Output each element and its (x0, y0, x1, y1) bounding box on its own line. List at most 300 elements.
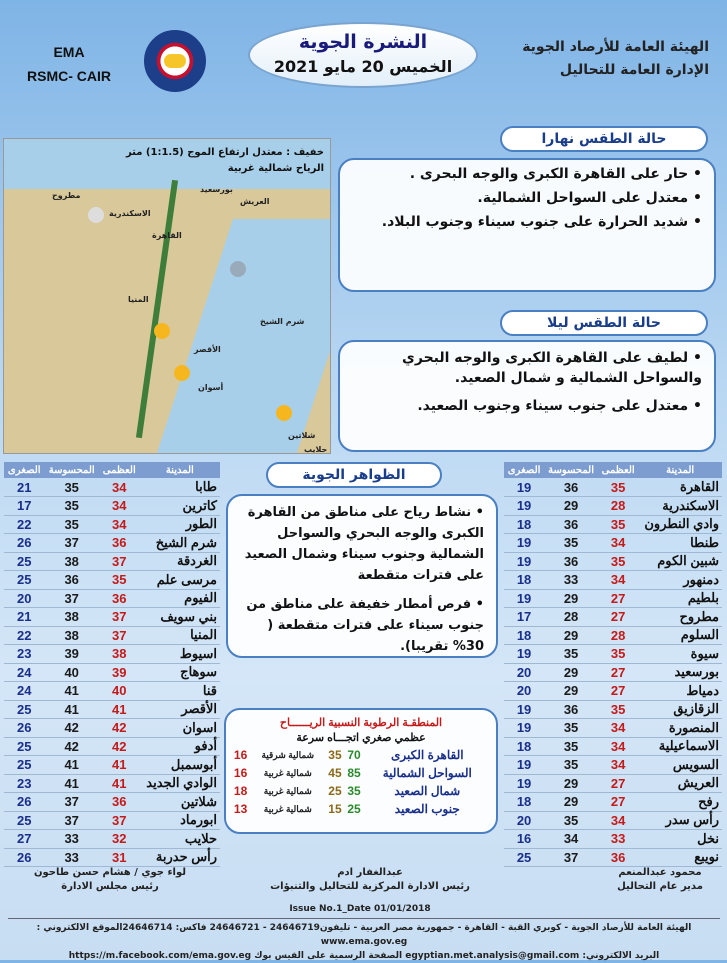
city-cell: العريش (638, 774, 722, 793)
hum-min-cell: 15 (328, 802, 342, 816)
feels-like-cell: 36 (45, 571, 99, 590)
phenomena-header: الظواهر الجوية (266, 462, 442, 488)
max-temp-cell: 34 (598, 756, 638, 775)
min-temp-cell: 19 (504, 700, 544, 719)
min-temp-cell: 19 (504, 719, 544, 738)
table-row (4, 756, 220, 775)
humidity-row (231, 746, 491, 764)
weather-map (3, 138, 331, 454)
feels-like-cell: 40 (45, 663, 99, 682)
table-row (504, 848, 722, 867)
table-row (4, 534, 220, 553)
map-caption (12, 145, 324, 177)
footer-contact (8, 918, 720, 963)
feels-like-cell: 38 (45, 626, 99, 645)
city-cell: القاهرة (638, 478, 722, 497)
max-temp-cell: 39 (99, 663, 140, 682)
city-cell: الاسماعيلية (638, 737, 722, 756)
feels-like-cell: 33 (45, 830, 99, 849)
max-temp-cell: 36 (598, 848, 638, 867)
table-row (504, 571, 722, 590)
table-row (4, 571, 220, 590)
rain-cloud-icon (230, 261, 246, 277)
max-temp-cell: 35 (598, 478, 638, 497)
hum-min-cell: 25 (328, 784, 342, 798)
city-cell: الزقازيق (638, 700, 722, 719)
min-temp-cell: 22 (4, 515, 45, 534)
city-cell: الوادي الجديد (140, 774, 220, 793)
table-row (4, 682, 220, 701)
feels-like-cell: 35 (544, 719, 598, 738)
night-weather-header: حالة الطقس ليلا (500, 310, 708, 336)
max-temp-cell: 34 (598, 737, 638, 756)
max-temp-cell: 27 (598, 663, 638, 682)
feels-like-cell: 29 (544, 497, 598, 516)
humidity-row (231, 800, 491, 818)
date-text: الخميس 20 مايو 2021 (273, 57, 453, 76)
city-cell: رأس سدر (638, 811, 722, 830)
city-cell: طابا (140, 478, 220, 497)
feels-like-cell: 36 (544, 478, 598, 497)
max-temp-cell: 27 (598, 589, 638, 608)
col-feel: المحسوسة (544, 462, 598, 478)
hum-min-cell: 45 (328, 766, 342, 780)
min-temp-cell: 21 (4, 608, 45, 627)
sun-icon (154, 323, 170, 339)
map-city: أسوان (198, 383, 224, 392)
city-cell: السويس (638, 756, 722, 775)
max-temp-cell: 41 (99, 700, 140, 719)
phen-line-2: • فرص أمطار خفيفة على مناطق من جنوب سيناء على فترات متقطعة ( 30% تقريبا). (246, 597, 484, 654)
signature-2-role: رئيس الادارة المركزية للتحاليل والتنبؤات (270, 881, 470, 892)
min-temp-cell: 25 (4, 700, 45, 719)
min-temp-cell: 19 (504, 756, 544, 775)
city-cell: دمنهور (638, 571, 722, 590)
min-temp-cell: 17 (4, 497, 45, 516)
max-temp-cell: 36 (99, 793, 140, 812)
table-row (504, 774, 722, 793)
feels-like-cell: 29 (544, 589, 598, 608)
map-city: الأقصر (194, 345, 221, 354)
table-row (4, 830, 220, 849)
table-row (504, 589, 722, 608)
min-temp-cell: 20 (504, 682, 544, 701)
city-cell: مرسى علم (140, 571, 220, 590)
city-cell: سوهاج (140, 663, 220, 682)
city-cell: شرم الشيخ (140, 534, 220, 553)
min-temp-cell: 18 (504, 571, 544, 590)
city-cell: شبين الكوم (638, 552, 722, 571)
feels-like-cell: 41 (45, 700, 99, 719)
feels-like-cell: 33 (45, 848, 99, 867)
min-temp-cell: 16 (504, 830, 544, 849)
table-row (4, 589, 220, 608)
city-cell: حلايب (140, 830, 220, 849)
ema-label: EMA (53, 44, 85, 60)
min-temp-cell: 19 (504, 497, 544, 516)
city-cell: بلطيم (638, 589, 722, 608)
max-temp-cell: 33 (598, 830, 638, 849)
wind-speed-cell: 16 (233, 748, 248, 762)
max-temp-cell: 42 (99, 737, 140, 756)
feels-like-cell: 35 (45, 478, 99, 497)
hum-max-cell: 25 (347, 802, 361, 816)
feels-like-cell: 35 (544, 737, 598, 756)
max-temp-cell: 27 (598, 793, 638, 812)
min-temp-cell: 25 (4, 811, 45, 830)
city-cell: طنطا (638, 534, 722, 553)
feels-like-cell: 33 (544, 571, 598, 590)
max-temp-cell: 34 (99, 497, 140, 516)
signature-3-name: لواء جوي / هشام حسن طاحون (33, 867, 187, 878)
night-line-1: • لطيف على القاهرة الكبرى والوجه البحري والسواحل الشمالية و شمال الصعيد. (402, 350, 702, 386)
feels-like-cell: 29 (544, 682, 598, 701)
max-temp-cell: 38 (99, 645, 140, 664)
max-temp-cell: 36 (99, 534, 140, 553)
feels-like-cell: 29 (544, 774, 598, 793)
wind-dir-cell: شمالية غربية (263, 785, 312, 796)
city-cell: الاسكندرية (638, 497, 722, 516)
feels-like-cell: 35 (544, 811, 598, 830)
day-weather-box (338, 158, 716, 292)
table-row (504, 830, 722, 849)
max-temp-cell: 37 (99, 811, 140, 830)
ema-header (14, 40, 124, 88)
table-header-row (504, 462, 722, 478)
city-cell: السلوم (638, 626, 722, 645)
table-row (4, 774, 220, 793)
day-line-3: • شديد الحرارة على جنوب سيناء وجنوب البلاد. (381, 214, 702, 230)
table-row (504, 645, 722, 664)
min-temp-cell: 26 (4, 534, 45, 553)
max-temp-cell: 34 (598, 534, 638, 553)
signature-1 (600, 866, 720, 894)
city-cell: ابورماد (140, 811, 220, 830)
map-city: العريش (240, 197, 270, 206)
feels-like-cell: 35 (45, 515, 99, 534)
city-cell: قنا (140, 682, 220, 701)
col-feel: المحسوسة (45, 462, 99, 478)
feels-like-cell: 36 (544, 515, 598, 534)
min-temp-cell: 20 (4, 589, 45, 608)
day-line-2: • معتدل على السواحل الشمالية. (477, 190, 702, 206)
min-temp-cell: 20 (504, 663, 544, 682)
min-temp-cell: 22 (4, 626, 45, 645)
feels-like-cell: 39 (45, 645, 99, 664)
col-city: المدينة (638, 462, 722, 478)
max-temp-cell: 41 (99, 756, 140, 775)
city-cell: كاترين (140, 497, 220, 516)
min-temp-cell: 21 (4, 478, 45, 497)
right-temperature-table (504, 462, 722, 867)
table-row (504, 534, 722, 553)
city-cell: نويبع (638, 848, 722, 867)
city-cell: اسيوط (140, 645, 220, 664)
max-temp-cell: 37 (99, 552, 140, 571)
map-city: المنيا (128, 295, 149, 304)
table-row (504, 552, 722, 571)
wind-speed-cell: 16 (233, 766, 248, 780)
min-temp-cell: 25 (504, 848, 544, 867)
feels-like-cell: 29 (544, 663, 598, 682)
footer-line-2: البريد الالكتروني: egyptian.met.analysis@gmail.com الصفحة الرسمية على الفيس بوك https://m.facebook.com/ema.gov.eg (68, 951, 660, 961)
feels-like-cell: 35 (544, 645, 598, 664)
table-row (4, 848, 220, 867)
feels-like-cell: 38 (45, 608, 99, 627)
table-row (4, 478, 220, 497)
table-header-row (4, 462, 220, 478)
min-temp-cell: 25 (4, 756, 45, 775)
humidity-wind-box (224, 708, 498, 834)
max-temp-cell: 34 (99, 515, 140, 534)
table-row (504, 478, 722, 497)
max-temp-cell: 42 (99, 719, 140, 738)
table-row (4, 608, 220, 627)
feels-like-cell: 42 (45, 719, 99, 738)
nile-river (136, 180, 178, 438)
red-sea (155, 219, 331, 454)
col-max: العظمى (598, 462, 638, 478)
city-cell: أبوسمبل (140, 756, 220, 775)
min-temp-cell: 26 (4, 848, 45, 867)
ema-logo-icon (144, 30, 206, 92)
map-caption-2: الرياح شمالية غربية (227, 163, 324, 174)
min-temp-cell: 25 (4, 571, 45, 590)
humidity-subtitle: عظمي صغري اتجـــاه سرعة (296, 732, 426, 744)
sun-icon (276, 405, 292, 421)
city-cell: الأقصر (140, 700, 220, 719)
city-cell: رفح (638, 793, 722, 812)
feels-like-cell: 29 (544, 793, 598, 812)
max-temp-cell: 34 (598, 719, 638, 738)
phen-line-1: • نشاط رياح على مناطق من القاهرة الكبرى والوجه البحري والسواحل الشمالية وجنوب سيناء وشمال الصعيد على فترات متقطعة (244, 505, 484, 583)
map-caption-1: خفيف : معتدل ارتفاع الموج (1:1.5) متر (125, 147, 324, 158)
city-cell: المنيا (140, 626, 220, 645)
city-cell: سيوة (638, 645, 722, 664)
table-row (4, 497, 220, 516)
col-city: المدينة (140, 462, 220, 478)
max-temp-cell: 35 (598, 700, 638, 719)
min-temp-cell: 24 (4, 663, 45, 682)
city-cell: شلاتين (140, 793, 220, 812)
signature-3-role: رئيس مجلس الادارة (61, 881, 159, 892)
max-temp-cell: 28 (598, 626, 638, 645)
max-temp-cell: 37 (99, 608, 140, 627)
wind-dir-cell: شمالية غربية (263, 803, 312, 814)
city-cell: نخل (638, 830, 722, 849)
hum-max-cell: 85 (347, 766, 361, 780)
table-row (504, 737, 722, 756)
table-row (4, 719, 220, 738)
min-temp-cell: 18 (504, 793, 544, 812)
min-temp-cell: 17 (504, 608, 544, 627)
min-temp-cell: 19 (504, 478, 544, 497)
max-temp-cell: 34 (598, 811, 638, 830)
min-temp-cell: 19 (504, 589, 544, 608)
footer-line-1: الهيئة العامة للأرصاد الجوية - كوبري القبة - القاهرة - جمهورية مصر العربية - تليفون24646719 - 24646721 فاكس: 24646714الموقع الالكتروني : www.ema.gov.eg (36, 923, 692, 947)
city-cell: المنصورة (638, 719, 722, 738)
cloud-icon (88, 207, 104, 223)
table-row (504, 719, 722, 738)
min-temp-cell: 19 (504, 534, 544, 553)
min-temp-cell: 20 (504, 811, 544, 830)
col-min: الصغرى (504, 462, 544, 478)
table-row (504, 756, 722, 775)
bulletin-title (248, 22, 478, 88)
hum-max-cell: 35 (347, 784, 361, 798)
feels-like-cell: 41 (45, 756, 99, 775)
feels-like-cell: 38 (45, 552, 99, 571)
map-city: بورسعيد (200, 185, 233, 194)
table-row (504, 700, 722, 719)
min-temp-cell: 19 (504, 552, 544, 571)
region-cell: القاهرة الكبرى (391, 748, 464, 762)
feels-like-cell: 36 (544, 552, 598, 571)
region-cell: السواحل الشمالية (382, 766, 472, 780)
table-row (504, 793, 722, 812)
map-city: شرم الشيخ (260, 317, 305, 326)
min-temp-cell: 18 (504, 626, 544, 645)
sun-icon (174, 365, 190, 381)
map-city: حلايب (304, 445, 328, 454)
signature-2-name: عبدالغفار ادم (337, 867, 403, 878)
wind-speed-cell: 18 (233, 784, 248, 798)
region-cell: جنوب الصعيد (394, 802, 460, 816)
feels-like-cell: 29 (544, 626, 598, 645)
wind-speed-cell: 13 (233, 802, 248, 816)
min-temp-cell: 19 (504, 645, 544, 664)
max-temp-cell: 35 (99, 571, 140, 590)
max-temp-cell: 35 (598, 645, 638, 664)
max-temp-cell: 36 (99, 589, 140, 608)
wind-dir-cell: شمالية شرقية (261, 749, 315, 760)
max-temp-cell: 27 (598, 682, 638, 701)
table-row (504, 811, 722, 830)
max-temp-cell: 35 (598, 552, 638, 571)
signature-2 (250, 866, 490, 894)
table-row (4, 700, 220, 719)
table-row (4, 515, 220, 534)
feels-like-cell: 41 (45, 682, 99, 701)
signature-3 (20, 866, 200, 894)
org-line-1: الهيئة العامة للأرصاد الجوية (522, 39, 709, 55)
wind-dir-cell: شمالية غربية (263, 767, 312, 778)
table-row (504, 497, 722, 516)
feels-like-cell: 28 (544, 608, 598, 627)
humidity-row (231, 764, 491, 782)
hum-min-cell: 35 (328, 748, 342, 762)
map-city: الاسكندرية (109, 209, 151, 218)
region-cell: شمال الصعيد (394, 784, 461, 798)
humidity-row (231, 782, 491, 800)
map-city: مطروح (52, 191, 81, 200)
title-text: النشرة الجوية (298, 31, 428, 53)
max-temp-cell: 27 (598, 774, 638, 793)
humidity-table (231, 746, 491, 818)
feels-like-cell: 37 (544, 848, 598, 867)
city-cell: رأس حدربة (140, 848, 220, 867)
min-temp-cell: 26 (4, 719, 45, 738)
city-cell: دمياط (638, 682, 722, 701)
signature-1-role: مدير عام التحاليل (617, 881, 703, 892)
max-temp-cell: 32 (99, 830, 140, 849)
table-row (4, 552, 220, 571)
table-row (4, 626, 220, 645)
feels-like-cell: 37 (45, 793, 99, 812)
city-cell: بني سويف (140, 608, 220, 627)
min-temp-cell: 18 (504, 737, 544, 756)
day-weather-header: حالة الطقس نهارا (500, 126, 708, 152)
feels-like-cell: 35 (544, 756, 598, 775)
min-temp-cell: 25 (4, 737, 45, 756)
city-cell: أدفو (140, 737, 220, 756)
signature-1-name: محمود عبدالمنعم (618, 867, 702, 878)
city-cell: الطور (140, 515, 220, 534)
min-temp-cell: 24 (4, 682, 45, 701)
city-cell: مطروح (638, 608, 722, 627)
table-row (504, 515, 722, 534)
min-temp-cell: 18 (504, 515, 544, 534)
max-temp-cell: 41 (99, 774, 140, 793)
issue-number: Issue No.1_Date 01/01/2018 (289, 904, 431, 914)
humidity-title: المنطقـة الرطوبة النسبية الريــــــاح (279, 717, 443, 729)
map-city: شلاتين (288, 431, 316, 440)
max-temp-cell: 27 (598, 608, 638, 627)
table-row (504, 663, 722, 682)
hum-max-cell: 70 (347, 748, 361, 762)
feels-like-cell: 41 (45, 774, 99, 793)
feels-like-cell: 37 (45, 534, 99, 553)
left-temperature-table (4, 462, 220, 867)
min-temp-cell: 25 (4, 552, 45, 571)
min-temp-cell: 27 (4, 830, 45, 849)
table-row (504, 626, 722, 645)
night-weather-box (338, 340, 716, 452)
table-row (504, 682, 722, 701)
min-temp-cell: 19 (504, 774, 544, 793)
city-cell: وادي النطرون (638, 515, 722, 534)
col-max: العظمى (99, 462, 140, 478)
feels-like-cell: 37 (45, 811, 99, 830)
day-line-1: • حار على القاهرة الكبرى والوجه البحرى . (409, 166, 702, 182)
map-city: القاهرة (152, 231, 182, 240)
table-row (4, 645, 220, 664)
city-cell: الفيوم (140, 589, 220, 608)
max-temp-cell: 40 (99, 682, 140, 701)
max-temp-cell: 28 (598, 497, 638, 516)
city-cell: اسوان (140, 719, 220, 738)
table-row (4, 663, 220, 682)
min-temp-cell: 26 (4, 793, 45, 812)
table-row (504, 608, 722, 627)
feels-like-cell: 37 (45, 589, 99, 608)
max-temp-cell: 35 (598, 515, 638, 534)
table-row (4, 811, 220, 830)
feels-like-cell: 34 (544, 830, 598, 849)
feels-like-cell: 42 (45, 737, 99, 756)
city-cell: الغردقة (140, 552, 220, 571)
rsmc-label: RSMC- CAIR (27, 68, 111, 84)
feels-like-cell: 35 (544, 534, 598, 553)
night-line-2: • معتدل على جنوب سيناء وجنوب الصعيد. (417, 398, 702, 414)
organization (522, 36, 709, 82)
city-cell: بورسعيد (638, 663, 722, 682)
feels-like-cell: 36 (544, 700, 598, 719)
max-temp-cell: 37 (99, 626, 140, 645)
phenomena-box (226, 494, 498, 658)
min-temp-cell: 23 (4, 774, 45, 793)
table-row (4, 737, 220, 756)
